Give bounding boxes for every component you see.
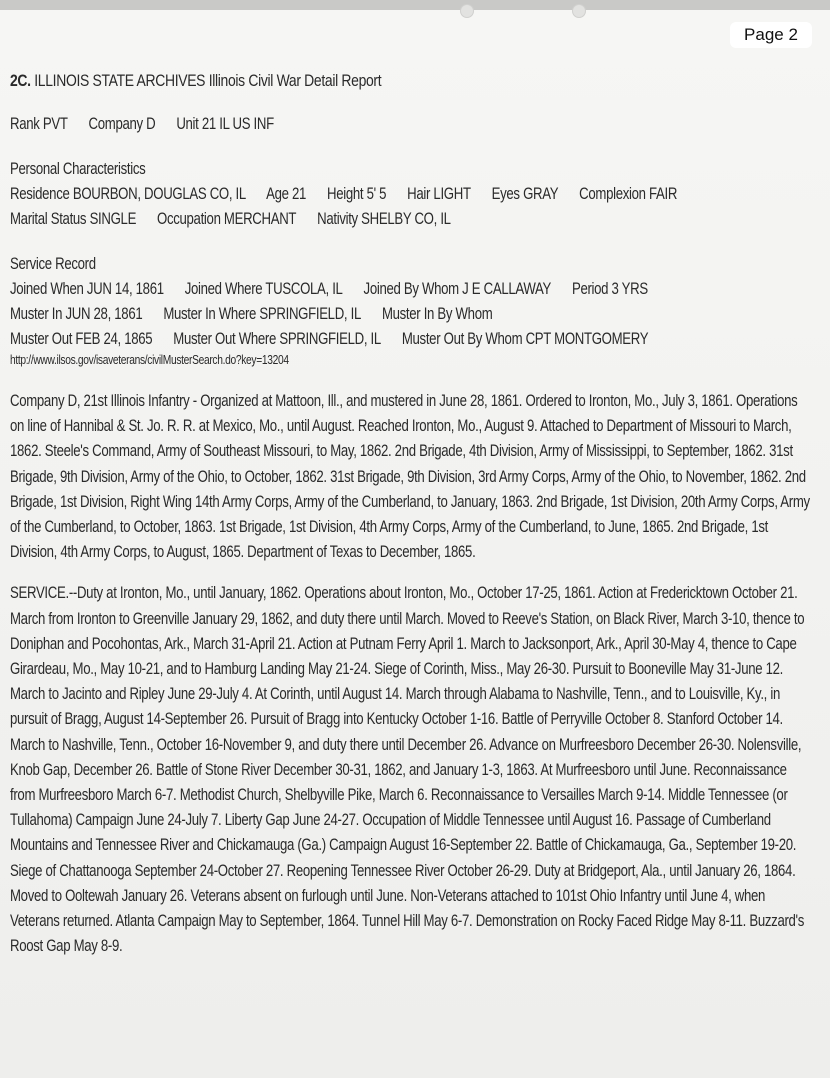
service-row-2 bbox=[10, 302, 650, 327]
rank-field: Rank PVT bbox=[10, 115, 68, 133]
service-heading: Service Record bbox=[10, 255, 96, 273]
personal-heading: Personal Characteristics bbox=[10, 160, 146, 178]
punch-hole bbox=[460, 4, 474, 18]
unit-field: Unit 21 IL US INF bbox=[176, 115, 274, 133]
service-row-1 bbox=[10, 277, 650, 302]
joined-when-field: Joined When JUN 14, 1861 bbox=[10, 280, 164, 298]
muster-out-by-field: Muster Out By Whom CPT MONTGOMERY bbox=[401, 330, 649, 348]
page-number-label: Page 2 bbox=[730, 22, 812, 48]
complexion-field: Complexion FAIR bbox=[579, 185, 678, 203]
company-field: Company D bbox=[88, 115, 156, 133]
muster-in-by-field: Muster In By Whom bbox=[381, 305, 493, 323]
age-field: Age 21 bbox=[266, 185, 307, 203]
eyes-field: Eyes GRAY bbox=[491, 185, 559, 203]
joined-where-field: Joined Where TUSCOLA, IL bbox=[184, 280, 343, 298]
muster-out-field: Muster Out FEB 24, 1865 bbox=[10, 330, 153, 348]
service-history-paragraph bbox=[10, 581, 810, 959]
occupation-field: Occupation MERCHANT bbox=[157, 210, 297, 228]
muster-in-field: Muster In JUN 28, 1861 bbox=[10, 305, 143, 323]
joined-by-field: Joined By Whom J E CALLAWAY bbox=[363, 280, 552, 298]
hair-field: Hair LIGHT bbox=[407, 185, 471, 203]
unit-history-text: Company D, 21st Illinois Infantry - Organized at Mattoon, Ill., and mustered in June 28, 1861. Ordered to Ironton, Mo., July 3, 1861. Operations on line of Hannibal & St. Jo. R. R. at Mexico, Mo., until August. Reached Ironton, Mo., August 9. Attached to Department of Missouri to March, 1862. Steele's Command, Army of Southeast Missouri, to May, 1862. 2nd Brigade, 4th Division, Army of Mississippi, to September, 1862. 31st Brigade, 9th Division, Army of the Ohio, to October, 1862. 31st Brigade, 9th Division, 3rd Army Corps, Army of the Ohio, to November, 1862. 2nd Brigade, 1st Division, Right Wing 14th Army Corps, Army of the Cumberland, to January, 1863. 2nd Brigade, 1st Division, 20th Army Corps, Army of the Cumberland, to October, 1863. 1st Brigade, 1st Division, 4th Army Corps, Army of the Cumberland, to June, 1865. 2nd Brigade, 1st Division, 4th Army Corps, to August, 1865. Department of Texas to December, 1865. bbox=[10, 392, 810, 562]
punch-hole bbox=[572, 4, 586, 18]
rank-row bbox=[10, 112, 650, 137]
residence-field: Residence BOURBON, DOUGLAS CO, IL bbox=[10, 185, 246, 203]
period-field: Period 3 YRS bbox=[571, 280, 648, 298]
service-history-text: SERVICE.--Duty at Ironton, Mo., until January, 1862. Operations about Ironton, Mo., October 17-25, 1861. Action at Fredericktown October 21. March from Ironton to Greenville January 29, 1862, and duty there until March. Moved to Reeve's Station, on Black River, March 3-10, thence to Doniphan and Pocohontas, Ark., March 31-April 21. Action at Putnam Ferry April 1. March to Jacksonport, Ark., April 30-May 4, thence to Cape Girardeau, Mo., May 10-21, and to Hamburg Landing May 21-24. Siege of Corinth, Miss., May 26-30. Pursuit to Booneville May 31-June 12. March to Jacinto and Ripley June 29-July 4. At Corinth, until August 14. March through Alabama to Nashville, Tenn., and to Louisville, Ky., in pursuit of Bragg, August 14-September 26. Pursuit of Bragg into Kentucky October 1-16. Battle of Perryville October 8. Stanford October 14. March to Nashville, Tenn., October 16-November 9, and duty there until December 26. Advance on Murfreesboro December 26-30. Nolensville, Knob Gap, December 26. Battle of Stone River December 30-31, 1862, and January 1-3, 1863. At Murfreesboro until June. Reconnaissance from Murfreesboro March 6-7. Methodist Church, Shelbyville Pike, March 6. Reconnaissance to Versailles March 9-14. Middle Tennessee (or Tullahoma) Campaign June 24-July 7. Liberty Gap June 24-27. Occupation of Middle Tennessee until August 16. Passage of Cumberland Mountains and Tennessee River and Chickamauga (Ga.) Campaign August 16-September 22. Battle of Chickamauga, Ga., September 19-20. Siege of Chattanooga September 24-October 27. Reopening Tennessee River October 26-29. Duty at Bridgeport, Ala., until January 26, 1864. Moved to Ooltewah January 26. Veterans absent on furlough until June. Non-Veterans attached to 101st Ohio Infantry until June 4, when Veterans returned. Atlanta Campaign May to September, 1864. Tunnel Hill May 6-7. Demonstration on Rocky Faced Ridge May 8-11. Buzzard's Roost Gap May 8-9. bbox=[10, 584, 805, 956]
muster-out-where-field: Muster Out Where SPRINGFIELD, IL bbox=[173, 330, 381, 348]
report-prefix: 2C. bbox=[10, 71, 31, 90]
marital-field: Marital Status SINGLE bbox=[10, 210, 137, 228]
report-heading: ILLINOIS STATE ARCHIVES Illinois Civil War Detail Report bbox=[34, 71, 382, 90]
nativity-field: Nativity SHELBY CO, IL bbox=[317, 210, 451, 228]
unit-history-paragraph bbox=[10, 389, 810, 565]
personal-row-2 bbox=[10, 207, 650, 232]
report-title bbox=[10, 70, 666, 92]
source-url: http://www.ilsos.gov/isaveterans/civilMusterSearch.do?key=13204 bbox=[10, 353, 289, 367]
report-content bbox=[10, 66, 810, 959]
muster-in-where-field: Muster In Where SPRINGFIELD, IL bbox=[163, 305, 361, 323]
personal-row-1 bbox=[10, 182, 678, 207]
service-row-3 bbox=[10, 327, 650, 352]
height-field: Height 5' 5 bbox=[327, 185, 387, 203]
scan-top-band bbox=[0, 0, 830, 10]
